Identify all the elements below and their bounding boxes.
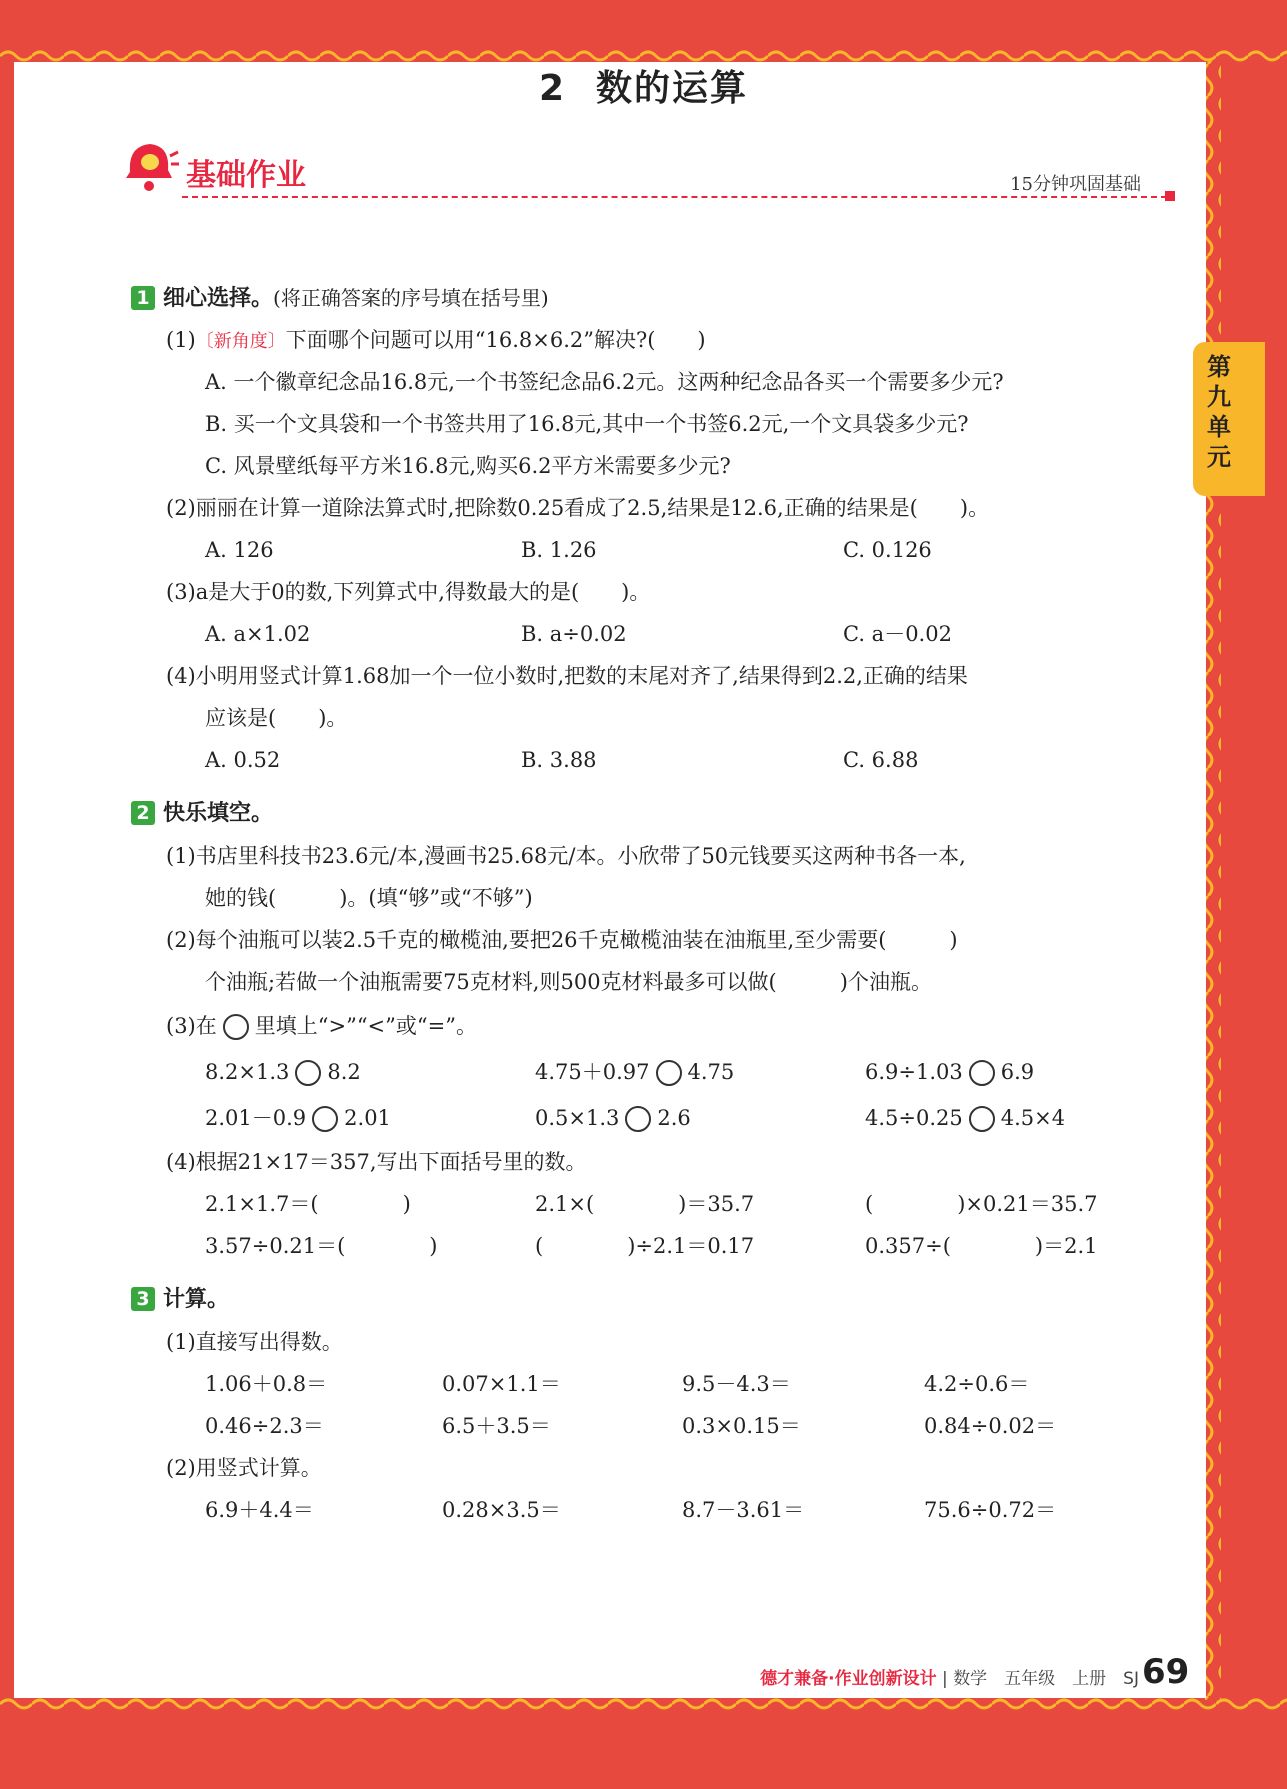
q1-part3-option-b: B. a÷0.02: [521, 622, 627, 646]
compare-circle: [223, 1014, 249, 1040]
q3-part1-stem: (1)直接写出得数。: [166, 1330, 343, 1354]
footer-sep: |: [936, 1669, 954, 1689]
question-1-note: (将正确答案的序号填在括号里): [273, 286, 549, 310]
compare-item: 4.75＋0.97 4.75: [535, 1060, 735, 1084]
vertical-calc-item: 6.9＋4.4＝: [205, 1498, 314, 1522]
vertical-calc-item: 8.7－3.61＝: [682, 1498, 805, 1522]
q1-part2-option-c: C. 0.126: [843, 538, 932, 562]
compare-item: 8.2×1.3 8.2: [205, 1060, 361, 1084]
fill-item: 0.357÷( )＝2.1: [865, 1234, 1098, 1258]
question-1-title: 细心选择。: [163, 286, 274, 311]
compare-blank[interactable]: [969, 1106, 995, 1132]
fill-item: 2.1×( )＝35.7: [535, 1192, 755, 1216]
compare-blank[interactable]: [312, 1106, 338, 1132]
q2-part3-stem: [166, 1012, 477, 1040]
calc-item: 0.46÷2.3＝: [205, 1414, 324, 1438]
q1-part1-option-b: B. 买一个文具袋和一个书签共用了16.8元,其中一个书签6.2元,一个文具袋多少元?: [205, 412, 969, 436]
calc-item: 0.3×0.15＝: [682, 1414, 801, 1438]
q1-part1-text: 下面哪个问题可以用“16.8×6.2”解决?( ): [285, 328, 706, 352]
footer: [760, 1664, 1139, 1689]
fill-item: 3.57÷0.21＝( ): [205, 1234, 438, 1258]
compare-blank[interactable]: [295, 1060, 321, 1086]
footer-brand: 德才兼备·作业创新设计: [760, 1669, 937, 1689]
new-angle-tag: 〔新角度〕: [195, 331, 286, 352]
q1-part4-option-c: C. 6.88: [843, 748, 919, 772]
q2-part4-stem: (4)根据21×17＝357,写出下面括号里的数。: [166, 1150, 587, 1174]
compare-blank[interactable]: [969, 1060, 995, 1086]
question-1-heading: [131, 284, 549, 313]
section-title: 基础作业: [186, 158, 306, 193]
q1-part1-number: (1): [166, 328, 196, 352]
fill-item: ( )×0.21＝35.7: [865, 1192, 1098, 1216]
compare-item: 2.01－0.9 2.01: [205, 1106, 391, 1130]
q1-part1-option-a: A. 一个徽章纪念品16.8元,一个书签纪念品6.2元。这两种纪念品各买一个需要多少元?: [205, 370, 1004, 394]
compare-item: 6.9÷1.03 6.9: [865, 1060, 1035, 1084]
question-3-title: 计算。: [163, 1287, 230, 1312]
q3-part2-stem: (2)用竖式计算。: [166, 1456, 322, 1480]
bell-icon: [120, 138, 180, 202]
calc-item: 0.07×1.1＝: [442, 1372, 561, 1396]
question-2-heading: [131, 800, 273, 828]
q1-part1-option-c: C. 风景壁纸每平方米16.8元,购买6.2平方米需要多少元?: [205, 454, 731, 478]
calc-item: 4.2÷0.6＝: [924, 1372, 1030, 1396]
q2-part3-pre: (3)在: [166, 1014, 217, 1038]
section-header: [120, 138, 1175, 208]
question-3-heading: [131, 1286, 229, 1314]
q1-part2-option-b: B. 1.26: [521, 538, 597, 562]
unit-tab-label: 第九单元: [1207, 353, 1231, 471]
q1-part4-stem: (4)小明用竖式计算1.68加一个一位小数时,把数的末尾对齐了,结果得到2.2,正确的结果: [166, 664, 968, 688]
calc-item: 1.06＋0.8＝: [205, 1372, 328, 1396]
question-2-badge: 2: [131, 801, 155, 825]
section-subtitle: 15分钟巩固基础: [1010, 174, 1141, 195]
question-2-title: 快乐填空。: [163, 801, 274, 826]
q1-part3-option-c: C. a－0.02: [843, 622, 952, 646]
section-divider-end: [1165, 191, 1175, 201]
compare-item: 0.5×1.3 2.6: [535, 1106, 691, 1130]
q2-part3-post: 里填上“>”“<”或“=”。: [254, 1014, 477, 1038]
q2-part2-stem-cont: 个油瓶;若做一个油瓶需要75克材料,则500克材料最多可以做( )个油瓶。: [205, 970, 932, 994]
q1-part3-stem: (3)a是大于0的数,下列算式中,得数最大的是( )。: [166, 580, 651, 604]
question-3-badge: 3: [131, 1287, 155, 1311]
question-1-badge: 1: [131, 286, 155, 310]
vertical-calc-item: 75.6÷0.72＝: [924, 1498, 1057, 1522]
q1-part3-option-a: A. a×1.02: [205, 622, 311, 646]
compare-item: 4.5÷0.25 4.5×4: [865, 1106, 1066, 1130]
fill-item: ( )÷2.1＝0.17: [535, 1234, 755, 1258]
unit-tab: [1193, 342, 1265, 496]
q1-part4-option-b: B. 3.88: [521, 748, 597, 772]
q1-part4-stem-cont: 应该是( )。: [205, 706, 348, 730]
calc-item: 0.84÷0.02＝: [924, 1414, 1057, 1438]
q1-part1-stem: [166, 326, 706, 356]
vertical-calc-item: 0.28×3.5＝: [442, 1498, 561, 1522]
title-text: 数的运算: [596, 68, 749, 109]
compare-blank[interactable]: [656, 1060, 682, 1086]
q1-part2-option-a: A. 126: [205, 538, 274, 562]
footer-info: 数学 五年级 上册 SJ: [953, 1669, 1139, 1689]
q2-part1-stem: (1)书店里科技书23.6元/本,漫画书25.68元/本。小欣带了50元钱要买这两种书各一本,: [166, 844, 966, 868]
page-title: [0, 60, 1287, 111]
fill-item: 2.1×1.7＝( ): [205, 1192, 411, 1216]
q1-part2-stem: (2)丽丽在计算一道除法算式时,把除数0.25看成了2.5,结果是12.6,正确的结果是( )。: [166, 496, 990, 520]
compare-blank[interactable]: [625, 1106, 651, 1132]
q2-part1-stem-cont: 她的钱( )。(填“够”或“不够”): [205, 886, 533, 910]
calc-item: 6.5＋3.5＝: [442, 1414, 551, 1438]
q2-part2-stem: (2)每个油瓶可以装2.5千克的橄榄油,要把26千克橄榄油装在油瓶里,至少需要( ): [166, 928, 958, 952]
title-number: 2: [538, 68, 567, 109]
q1-part4-option-a: A. 0.52: [205, 748, 281, 772]
calc-item: 9.5－4.3＝: [682, 1372, 791, 1396]
section-divider: [182, 196, 1167, 198]
page-number: 69: [1142, 1652, 1190, 1692]
